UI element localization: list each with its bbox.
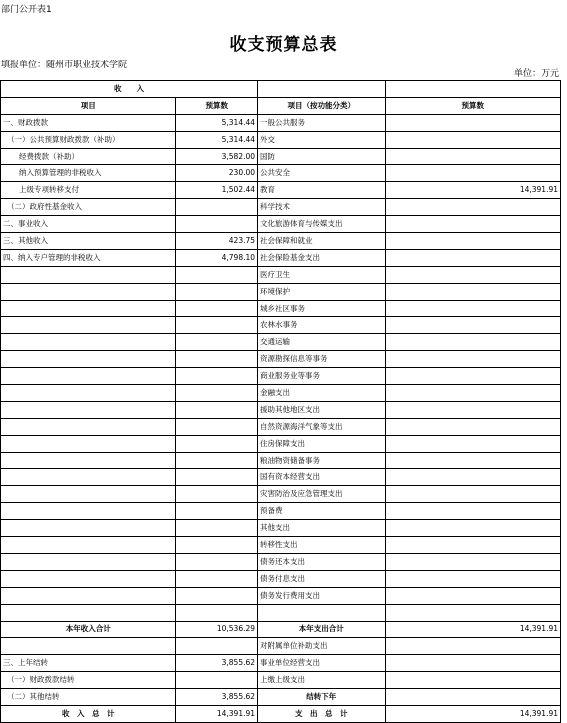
expense-value <box>385 216 560 233</box>
expense-value: 14,391.91 <box>385 182 560 199</box>
income-item <box>1 469 176 486</box>
expense-value <box>385 148 560 165</box>
expense-item: 资源勘探信息等事务 <box>258 351 386 368</box>
income-value <box>176 537 258 554</box>
expense-item: 科学技术 <box>258 199 386 216</box>
table-row <box>1 283 561 300</box>
income-item <box>1 385 176 402</box>
table-row <box>1 131 561 148</box>
income-item: （二）其他结转 <box>1 689 176 706</box>
table-row <box>1 114 561 131</box>
income-value <box>176 283 258 300</box>
expense-item: 国有资本经营支出 <box>258 469 386 486</box>
table-row <box>1 520 561 537</box>
expense-item: 教育 <box>258 182 386 199</box>
expense-item: 上缴上级支出 <box>258 672 386 689</box>
income-value <box>176 520 258 537</box>
income-item: （二）政府性基金收入 <box>1 199 176 216</box>
income-item: 三、上年结转 <box>1 655 176 672</box>
expense-item: 国防 <box>258 148 386 165</box>
income-value <box>176 418 258 435</box>
income-item <box>1 587 176 604</box>
expense-value <box>385 503 560 520</box>
table-row <box>1 672 561 689</box>
reporting-unit: 填报单位：随州市职业技术学院 <box>1 60 128 70</box>
income-value: 230.00 <box>176 165 258 182</box>
expense-value <box>385 587 560 604</box>
expense-value <box>385 520 560 537</box>
income-value: 4,798.10 <box>176 249 258 266</box>
expense-value <box>385 368 560 385</box>
expense-item: 债务还本支出 <box>258 553 386 570</box>
income-value: 3,582.00 <box>176 148 258 165</box>
grand-expense-value: 14,391.91 <box>385 705 560 722</box>
income-item <box>1 486 176 503</box>
col-item-header: 项目 <box>1 97 176 114</box>
table-row <box>1 148 561 165</box>
income-value <box>176 503 258 520</box>
expense-value <box>385 401 560 418</box>
income-value: 3,855.62 <box>176 689 258 706</box>
expense-value <box>385 300 560 317</box>
expense-item: 环境保护 <box>258 283 386 300</box>
expense-value <box>385 418 560 435</box>
table-row <box>1 604 561 621</box>
expense-item: 医疗卫生 <box>258 266 386 283</box>
income-item: 经费拨款（补助） <box>1 148 176 165</box>
expense-item: 自然资源海洋气象等支出 <box>258 418 386 435</box>
income-value <box>176 266 258 283</box>
table-row <box>1 199 561 216</box>
carry-forward-label: 结转下年 <box>258 689 386 706</box>
expense-item: 预备费 <box>258 503 386 520</box>
currency-unit: 单位：万元 <box>513 69 559 79</box>
income-value <box>176 334 258 351</box>
table-row <box>1 165 561 182</box>
expense-value <box>385 114 560 131</box>
income-value: 1,502.44 <box>176 182 258 199</box>
income-value <box>176 604 258 621</box>
expense-value <box>385 233 560 250</box>
income-item <box>1 317 176 334</box>
expense-value <box>385 266 560 283</box>
expense-value <box>385 385 560 402</box>
income-value <box>176 317 258 334</box>
expense-total-label: 本年支出合计 <box>258 621 386 638</box>
expense-value <box>385 165 560 182</box>
col-budget2-header: 预算数 <box>385 97 560 114</box>
expense-item: 事业单位经营支出 <box>258 655 386 672</box>
table-row <box>1 351 561 368</box>
table-row <box>1 334 561 351</box>
expense-item: 其他支出 <box>258 520 386 537</box>
table-row <box>1 300 561 317</box>
table-row <box>1 537 561 554</box>
blank-cell <box>258 81 386 98</box>
income-item <box>1 368 176 385</box>
income-item: 上级专项转移支付 <box>1 182 176 199</box>
blank-cell <box>385 81 560 98</box>
income-item: （一）公共预算财政拨款（补助） <box>1 131 176 148</box>
expense-value <box>385 283 560 300</box>
expense-item: 援助其他地区支出 <box>258 401 386 418</box>
table-row <box>1 503 561 520</box>
table-row <box>1 368 561 385</box>
expense-value <box>385 249 560 266</box>
expense-value <box>385 604 560 621</box>
table-row <box>1 638 561 655</box>
col-budget-header: 预算数 <box>176 97 258 114</box>
income-item <box>1 334 176 351</box>
income-item <box>1 553 176 570</box>
table-row <box>1 452 561 469</box>
expense-value <box>385 131 560 148</box>
expense-value <box>385 553 560 570</box>
grand-income-label: 收 入 总 计 <box>1 705 176 722</box>
expense-item: 社会保障和就业 <box>258 233 386 250</box>
expense-item: 外交 <box>258 131 386 148</box>
income-value <box>176 351 258 368</box>
expense-value <box>385 486 560 503</box>
table-row <box>1 249 561 266</box>
expense-item: 债务发行费用支出 <box>258 587 386 604</box>
table-row <box>1 435 561 452</box>
expense-item: 金融支出 <box>258 385 386 402</box>
table-row <box>1 655 561 672</box>
income-item: 三、其他收入 <box>1 233 176 250</box>
expense-value <box>385 435 560 452</box>
expense-item: 公共安全 <box>258 165 386 182</box>
income-item <box>1 452 176 469</box>
page-title: 收支预算总表 <box>229 35 338 55</box>
income-total-value: 10,536.29 <box>176 621 258 638</box>
table-row <box>1 418 561 435</box>
blank-cell <box>385 689 560 706</box>
expense-item: 转移性支出 <box>258 537 386 554</box>
expense-value <box>385 452 560 469</box>
income-item <box>1 570 176 587</box>
income-value <box>176 199 258 216</box>
income-value <box>176 368 258 385</box>
income-value <box>176 469 258 486</box>
income-value <box>176 486 258 503</box>
income-item: （一）财政拨款结转 <box>1 672 176 689</box>
annual-total-row <box>1 621 561 638</box>
income-total-label: 本年收入合计 <box>1 621 176 638</box>
blank-cell <box>176 672 258 689</box>
expense-item: 农林水事务 <box>258 317 386 334</box>
expense-value <box>385 351 560 368</box>
expense-value <box>385 317 560 334</box>
income-item <box>1 604 176 621</box>
table-row <box>1 317 561 334</box>
income-value <box>176 452 258 469</box>
blank-cell <box>385 655 560 672</box>
report-code-label: 部门公开表1 <box>1 5 52 15</box>
income-item <box>1 503 176 520</box>
income-item: 一、财政拨款 <box>1 114 176 131</box>
income-item <box>1 401 176 418</box>
expense-value <box>385 334 560 351</box>
income-value <box>176 570 258 587</box>
table-row <box>1 553 561 570</box>
table-row <box>1 570 561 587</box>
expense-value <box>385 199 560 216</box>
income-header: 收 入 <box>1 81 258 98</box>
income-item: 二、事业收入 <box>1 216 176 233</box>
blank-cell <box>1 638 176 655</box>
income-item: 纳入预算管理的非税收入 <box>1 165 176 182</box>
expense-item: 粮油物资储备事务 <box>258 452 386 469</box>
budget-summary-table <box>0 80 561 723</box>
income-value: 3,855.62 <box>176 655 258 672</box>
expense-item: 债务付息支出 <box>258 570 386 587</box>
income-value: 5,314.44 <box>176 131 258 148</box>
expense-value <box>385 469 560 486</box>
income-value: 423.75 <box>176 233 258 250</box>
income-value <box>176 435 258 452</box>
expense-item: 对附属单位补助支出 <box>258 638 386 655</box>
income-item <box>1 351 176 368</box>
income-item <box>1 418 176 435</box>
expense-item: 城乡社区事务 <box>258 300 386 317</box>
expense-item: 文化旅游体育与传媒支出 <box>258 216 386 233</box>
expense-item: 商业服务业等事务 <box>258 368 386 385</box>
income-value <box>176 300 258 317</box>
col-func-item-header: 项目（按功能分类） <box>258 97 386 114</box>
expense-item: 社会保险基金支出 <box>258 249 386 266</box>
income-value: 5,314.44 <box>176 114 258 131</box>
table-row <box>1 385 561 402</box>
expense-item: 交通运输 <box>258 334 386 351</box>
header-row-income <box>1 81 561 98</box>
table-row <box>1 266 561 283</box>
income-item <box>1 435 176 452</box>
blank-cell <box>385 638 560 655</box>
blank-cell <box>385 672 560 689</box>
income-item <box>1 283 176 300</box>
expense-total-value: 14,391.91 <box>385 621 560 638</box>
grand-income-value: 14,391.91 <box>176 705 258 722</box>
income-item <box>1 266 176 283</box>
income-item <box>1 537 176 554</box>
expense-item: 住房保障支出 <box>258 435 386 452</box>
income-value <box>176 385 258 402</box>
income-value <box>176 553 258 570</box>
table-row <box>1 182 561 199</box>
expense-item: 一般公共服务 <box>258 114 386 131</box>
income-value <box>176 587 258 604</box>
table-row <box>1 401 561 418</box>
table-row <box>1 233 561 250</box>
income-value <box>176 401 258 418</box>
header-row-columns <box>1 97 561 114</box>
table-row <box>1 216 561 233</box>
grand-expense-label: 支 出 总 计 <box>258 705 386 722</box>
table-row <box>1 689 561 706</box>
expense-item <box>258 604 386 621</box>
income-value <box>176 216 258 233</box>
income-item <box>1 300 176 317</box>
expense-item: 灾害防治及应急管理支出 <box>258 486 386 503</box>
income-item: 四、纳入专户管理的非税收入 <box>1 249 176 266</box>
blank-cell <box>176 638 258 655</box>
income-item <box>1 520 176 537</box>
expense-value <box>385 537 560 554</box>
table-row <box>1 486 561 503</box>
table-row <box>1 587 561 604</box>
expense-value <box>385 570 560 587</box>
table-row <box>1 469 561 486</box>
